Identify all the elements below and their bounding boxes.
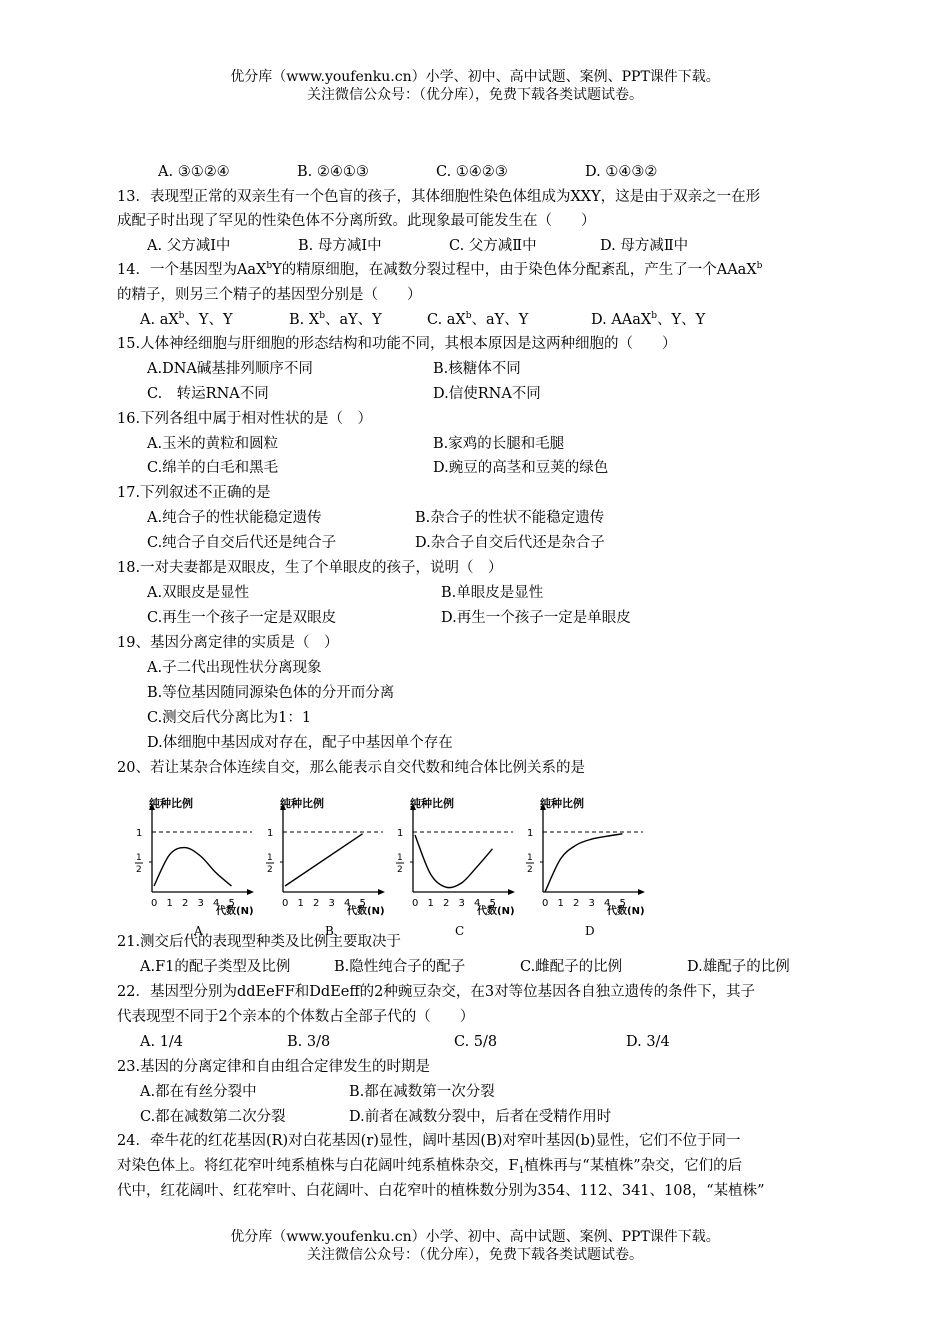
y-axis-label: 纯种比例	[540, 797, 584, 810]
q14-stem-line-2: 的精子，则另三个精子的基因型分别是（ ）	[117, 287, 422, 303]
series-line	[545, 834, 623, 892]
x-tick-label: 0	[282, 898, 289, 909]
chart-svg	[132, 790, 262, 940]
y-axis-label: 纯种比例	[410, 797, 454, 810]
x-axis-arrow	[638, 889, 645, 895]
x-tick-label: 0	[412, 898, 419, 909]
series-line	[154, 848, 232, 886]
q23-option-d: D.前者在减数分裂中，后者在受精作用时	[349, 1109, 612, 1125]
series-line	[285, 834, 363, 886]
q15-option-b: B.核糖体不同	[433, 361, 521, 377]
y-axis-label: 纯种比例	[280, 797, 324, 810]
q18-option-d: D.再生一个孩子一定是单眼皮	[441, 610, 631, 626]
q21-stem: 21.测交后代的表现型种类及比例主要取决于	[117, 934, 402, 950]
q15-option-c: C. 转运RNA不同	[147, 386, 269, 402]
q19-option-b: B.等位基因随同源染色体的分开而分离	[147, 685, 395, 701]
q22-stem-line-1: 22．基因型分别为ddEeFF和DdEeff的2种豌豆杂交，在3对等位基因各自独立遗传的条件下，其子	[117, 984, 756, 1000]
x-tick-label: 0	[151, 898, 158, 909]
chart-svg	[263, 790, 393, 940]
x-tick-label: 4	[213, 898, 220, 909]
q21-option-a: A.F1的配子类型及比例	[140, 959, 291, 975]
chart-panel-label: B	[325, 924, 334, 938]
x-tick-label: 4	[474, 898, 481, 909]
q21-option-b: B.隐性纯合子的配子	[334, 959, 466, 975]
x-tick-label: 1	[557, 898, 564, 909]
q22-option-c: C. 5/8	[454, 1034, 498, 1050]
footer-line-2: 关注微信公众号：（优分库），免费下载各类试题试卷。	[307, 1247, 643, 1263]
q21-option-d: D.雄配子的比例	[687, 959, 790, 975]
header-line-1: 优分库（www.youfenku.cn）小学、初中、高中试题、案例、PPT课件下载。	[230, 69, 720, 85]
q24-stem-line-2: 对染色体上。将红花窄叶纯系植株与白花阔叶纯系植株杂交，$F_1$植株再与“某植株”杂交，它们的后	[117, 1158, 743, 1176]
x-axis-label: 代数(N)	[607, 906, 645, 917]
series-line	[415, 835, 493, 888]
header-line-2: 关注微信公众号：（优分库），免费下载各类试题试卷。	[307, 87, 643, 103]
y-tick-label: 2	[136, 865, 142, 875]
q19-option-a: A.子二代出现性状分离现象	[147, 660, 322, 676]
x-tick-label: 3	[588, 898, 595, 909]
x-tick-label: 5	[228, 898, 235, 909]
y-tick-label: 1	[527, 828, 534, 839]
x-tick-label: 1	[166, 898, 173, 909]
footer-line-1: 优分库（www.youfenku.cn）小学、初中、高中试题、案例、PPT课件下载。	[230, 1229, 720, 1245]
x-tick-label: 3	[328, 898, 335, 909]
q21-option-c: C.雌配子的比例	[520, 959, 623, 975]
x-axis-arrow	[508, 889, 515, 895]
chart-b	[263, 790, 393, 940]
x-tick-label: 1	[427, 898, 434, 909]
chart-panel-label: A	[194, 924, 203, 938]
q22-option-b: B. 3/8	[287, 1034, 331, 1050]
chart-svg	[523, 790, 653, 940]
x-axis-label: 代数(N)	[347, 906, 385, 917]
q16-option-c: C.绵羊的白毛和黑毛	[147, 460, 279, 476]
q15-option-d: D.信使RNA不同	[433, 386, 541, 402]
q17-option-b: B.杂合子的性状不能稳定遗传	[415, 510, 605, 526]
q19-option-d: D.体细胞中基因成对存在，配子中基因单个存在	[147, 735, 453, 751]
x-tick-label: 2	[182, 898, 189, 909]
x-tick-label: 0	[542, 898, 549, 909]
q12-option-d: D. ①④③②	[585, 164, 658, 180]
q13-option-c: C. 父方减Ⅱ中	[449, 238, 537, 254]
x-tick-label: 4	[604, 898, 611, 909]
q12-option-b: B. ②④①③	[297, 164, 369, 180]
q22-option-d: D. 3/4	[626, 1034, 670, 1050]
q16-option-a: A.玉米的黄粒和圆粒	[147, 436, 279, 452]
x-tick-label: 4	[344, 898, 351, 909]
q13-option-b: B. 母方减Ⅰ中	[298, 238, 382, 254]
x-tick-label: 5	[359, 898, 366, 909]
q17-option-d: D.杂合子自交后代还是杂合子	[415, 535, 605, 551]
q17-option-a: A.纯合子的性状能稳定遗传	[147, 510, 322, 526]
y-tick-label: 1	[267, 828, 274, 839]
x-axis-arrow	[247, 889, 254, 895]
y-tick-label: 1	[136, 853, 142, 863]
q14-option-b: B. $X^b$、aY、Y	[289, 311, 382, 328]
q22-option-a: A. 1/4	[140, 1034, 184, 1050]
x-tick-label: 3	[458, 898, 465, 909]
x-tick-label: 5	[619, 898, 626, 909]
chart-panel-label: C	[455, 924, 465, 938]
x-axis-label: 代数(N)	[216, 906, 254, 917]
q14-option-a: A. $aX^b$、Y、Y	[140, 311, 233, 328]
x-tick-label: 5	[489, 898, 496, 909]
q14-stem-line-1: 14．一个基因型为AaX$^b$Y的精原细胞，在减数分裂过程中，由于染色体分配紊乱，产生了一个AAaX$^b$	[117, 261, 763, 278]
y-axis-label: 纯种比例	[149, 797, 193, 810]
x-tick-label: 2	[443, 898, 450, 909]
y-tick-label: 1	[267, 853, 273, 863]
chart-panel-label: D	[585, 924, 595, 938]
q16-stem: 16.下列各组中属于相对性状的是（ ）	[117, 411, 373, 427]
chart-c	[393, 790, 523, 940]
q23-option-b: B.都在减数第一次分裂	[349, 1084, 495, 1100]
x-axis-arrow	[378, 889, 385, 895]
y-tick-label: 1	[397, 828, 404, 839]
q19-stem: 19、基因分离定律的实质是（ ）	[117, 635, 339, 651]
q13-stem-line-1: 13．表现型正常的双亲生有一个色盲的孩子，其体细胞性染色体组成为XXY，这是由于双亲之一在形	[117, 189, 761, 205]
q19-option-c: C.测交后代分离比为1：1	[147, 710, 312, 726]
q17-stem: 17.下列叙述不正确的是	[117, 485, 271, 501]
q24-stem-line-1: 24．牵牛花的红花基因(R)对白花基因(r)显性，阔叶基因(B)对窄叶基因(b)显性，它们不位于同一	[117, 1133, 741, 1149]
q13-option-d: D. 母方减Ⅱ中	[600, 238, 689, 254]
q18-stem: 18.一对夫妻都是双眼皮，生了个单眼皮的孩子，说明（ ）	[117, 560, 503, 576]
x-axis-label: 代数(N)	[477, 906, 515, 917]
q23-option-a: A.都在有丝分裂中	[140, 1084, 257, 1100]
chart-svg	[393, 790, 523, 940]
q18-option-c: C.再生一个孩子一定是双眼皮	[147, 610, 337, 626]
q20-stem: 20、若让某杂合体连续自交，那么能表示自交代数和纯合体比例关系的是	[117, 760, 585, 776]
x-tick-label: 2	[573, 898, 580, 909]
q23-option-c: C.都在减数第二次分裂	[140, 1109, 286, 1125]
y-tick-label: 2	[397, 865, 403, 875]
chart-d	[523, 790, 653, 940]
q22-stem-line-2: 代表现型不同于2个亲本的个体数占全部子代的（ ）	[117, 1009, 475, 1025]
q18-option-a: A.双眼皮是显性	[147, 585, 250, 601]
q24-stem-line-3: 代中，红花阔叶、红花窄叶、白花阔叶、白花窄叶的植株数分别为354、112、341、108，“某植株”	[117, 1183, 765, 1199]
x-tick-label: 1	[297, 898, 304, 909]
y-tick-label: 1	[397, 853, 403, 863]
q12-option-a: A. ③①②④	[158, 164, 230, 180]
q17-option-c: C.纯合子自交后代还是纯合子	[147, 535, 337, 551]
q12-option-c: C. ①④②③	[436, 164, 508, 180]
x-tick-label: 2	[313, 898, 320, 909]
q15-stem: 15.人体神经细胞与肝细胞的形态结构和功能不同，其根本原因是这两种细胞的（ ）	[117, 336, 677, 352]
q13-option-a: A. 父方减Ⅰ中	[147, 238, 231, 254]
y-tick-label: 1	[527, 853, 533, 863]
chart-a	[132, 790, 262, 940]
q23-stem: 23.基因的分离定律和自由组合定律发生的时期是	[117, 1059, 431, 1075]
q14-option-c: C. $aX^b$、aY、Y	[427, 311, 529, 328]
y-tick-label: 2	[267, 865, 273, 875]
q16-option-b: B.家鸡的长腿和毛腿	[433, 436, 565, 452]
q18-option-b: B.单眼皮是显性	[441, 585, 544, 601]
x-tick-label: 3	[197, 898, 204, 909]
q15-option-a: A.DNA碱基排列顺序不同	[147, 361, 313, 377]
q14-option-d: D. AAaX$^b$、Y、Y	[591, 311, 706, 328]
q16-option-d: D.豌豆的高茎和豆荚的绿色	[433, 460, 609, 476]
y-tick-label: 1	[136, 828, 143, 839]
y-tick-label: 2	[527, 865, 533, 875]
q13-stem-line-2: 成配子时出现了罕见的性染色体不分离所致。此现象最可能发生在（ ）	[117, 213, 596, 229]
